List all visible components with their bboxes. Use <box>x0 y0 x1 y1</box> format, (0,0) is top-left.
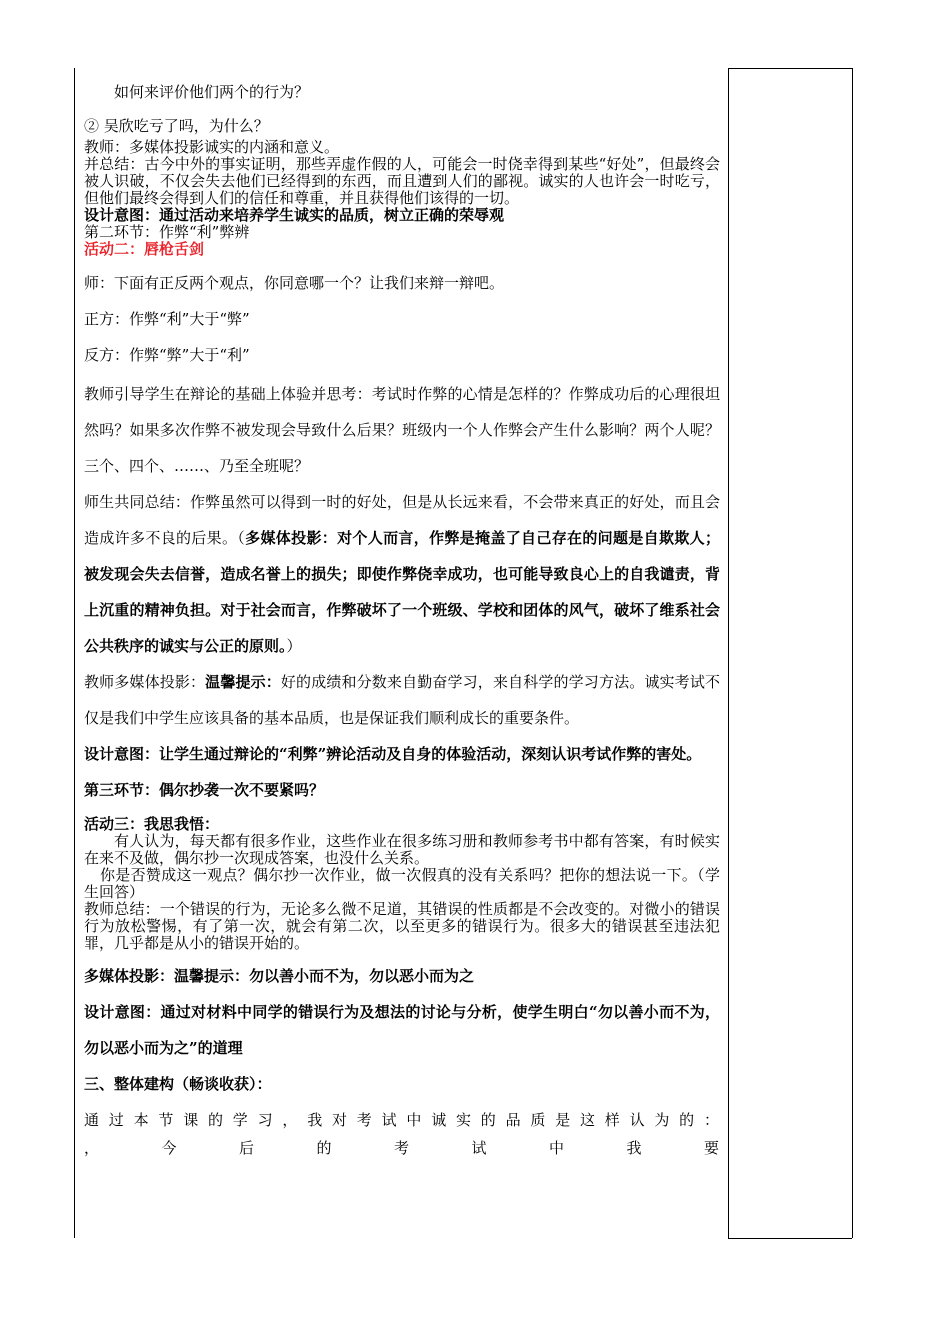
question-3: 你是否赞成这一观点？偶尔抄一次作业，做一次假真的没有关系吗？把你的想法说一下。（学生回答） <box>84 866 720 901</box>
teacher-note-1: 教师：多媒体投影诚实的内涵和意义。 <box>84 138 340 156</box>
summary-2-projection: 多媒体投影：对个人而言，作弊是掩盖了自己存在的问题是自欺欺人；被发现会失去信誉，造成名誉上的损失；即使作弊侥幸成功，也可能导致良心上的自我谴责，背上沉重的精神负担。对于社会而言，作弊破坏了一个班级、学校和团体的风气，破坏了维系社会公共秩序的诚实与公正的原则。 <box>84 529 720 655</box>
section-2-title: 第二环节：作弊“利”弊辨 <box>84 223 250 241</box>
design-intent-2: 设计意图：让学生通过辩论的“利弊”辨论活动及自身的体验活动，深刻认识考试作弊的害处。 <box>84 745 702 763</box>
teacher-guide: 教师引导学生在辩论的基础上体验并思考：考试时作弊的心情是怎样的？作弊成功后的心理很坦然吗？如果多次作弊不被发现会导致什么后果？班级内一个人作弊会产生什么影响？两个人呢？三个、四个、……、乃至全班呢？ <box>84 385 720 475</box>
question-1: 如何来评价他们两个的行为？ <box>114 83 310 101</box>
warm-tip-label: 温馨提示： <box>205 673 281 691</box>
design-intent-1: 设计意图：通过活动来培养学生诚实的品质，树立正确的荣辱观 <box>84 206 505 224</box>
table-border-top <box>728 68 852 69</box>
activity-3-title: 活动三：我思我悟： <box>84 815 220 833</box>
warm-tip-prefix: 教师多媒体投影： <box>84 673 206 691</box>
summary-3: 教师总结：一个错误的行为，无论多么微不足道，其错误的性质都是不会改变的。对微小的错误行为放松警惕，有了第一次，就会有第二次，以至更多的错误行为。很多大的错误甚至违法犯罪，几乎都是从小的错误开始的。 <box>84 900 720 952</box>
summary-2-close: ） <box>286 637 302 655</box>
summary-2 <box>84 484 720 664</box>
reflection-line-2: ，今后的考试中我要 <box>84 1139 720 1157</box>
section-iii-title: 三、整体建构（畅谈收获）： <box>84 1075 272 1093</box>
con-side: 反方：作弊“弊”大于“利” <box>84 346 250 364</box>
section-3-title: 第三环节：偶尔抄袭一次不要紧吗？ <box>84 781 325 799</box>
design-intent-3: 设计意图：通过对材料中同学的错误行为及想法的讨论与分析，使学生明白“勿以善小而不为，勿以恶小而为之”的道理 <box>84 1003 720 1057</box>
reflection-line-1: 通过本节课的学习，我对考试中诚实的品质是这样认为的： <box>84 1111 720 1129</box>
pro-side: 正方：作弊“利”大于“弊” <box>84 310 250 328</box>
table-border-left <box>74 68 75 1238</box>
lesson-content <box>84 80 720 1157</box>
question-2: ② 吴欣吃亏了吗，为什么？ <box>84 117 269 135</box>
table-border-right <box>852 68 853 1238</box>
teacher-prompt-2: 师：下面有正反两个观点，你同意哪一个？让我们来辩一辩吧。 <box>84 274 505 292</box>
table-border-bottom <box>728 1238 852 1239</box>
warm-tip-2 <box>84 664 720 736</box>
opinion-text: 有人认为，每天都有很多作业，这些作业在很多练习册和教师参考书中都有答案，有时候实在来不及做，偶尔抄一次现成答案，也没什么关系。 <box>84 832 720 867</box>
warm-tip-3: 多媒体投影：温馨提示：勿以善小而不为，勿以恶小而为之 <box>84 967 475 985</box>
activity-2-title: 活动二：唇枪舌剑 <box>84 240 205 258</box>
summary-2-text: 师生共同总结：作弊虽然可以得到一时的好处，但是从长远来看，不会带来真正的好处，而且会造成许多不良的后果。（ <box>84 493 720 547</box>
warm-tip-text: 好的成绩和分数来自勤奋学习，来自科学的学习方法。诚实考试不仅是我们中学生应该具备的基本品质，也是保证我们顺利成长的重要条件。 <box>84 673 720 727</box>
summary-1: 并总结：古今中外的事实证明，那些弄虚作假的人，可能会一时侥幸得到某些“好处”，但最终会被人识破，不仅会失去他们已经得到的东西，而且遭到人们的鄙视。诚实的人也许会一时吃亏，但他们最终会得到人们的信任和尊重，并且获得他们该得的一切。 <box>84 155 720 207</box>
table-border-middle <box>728 68 729 1238</box>
